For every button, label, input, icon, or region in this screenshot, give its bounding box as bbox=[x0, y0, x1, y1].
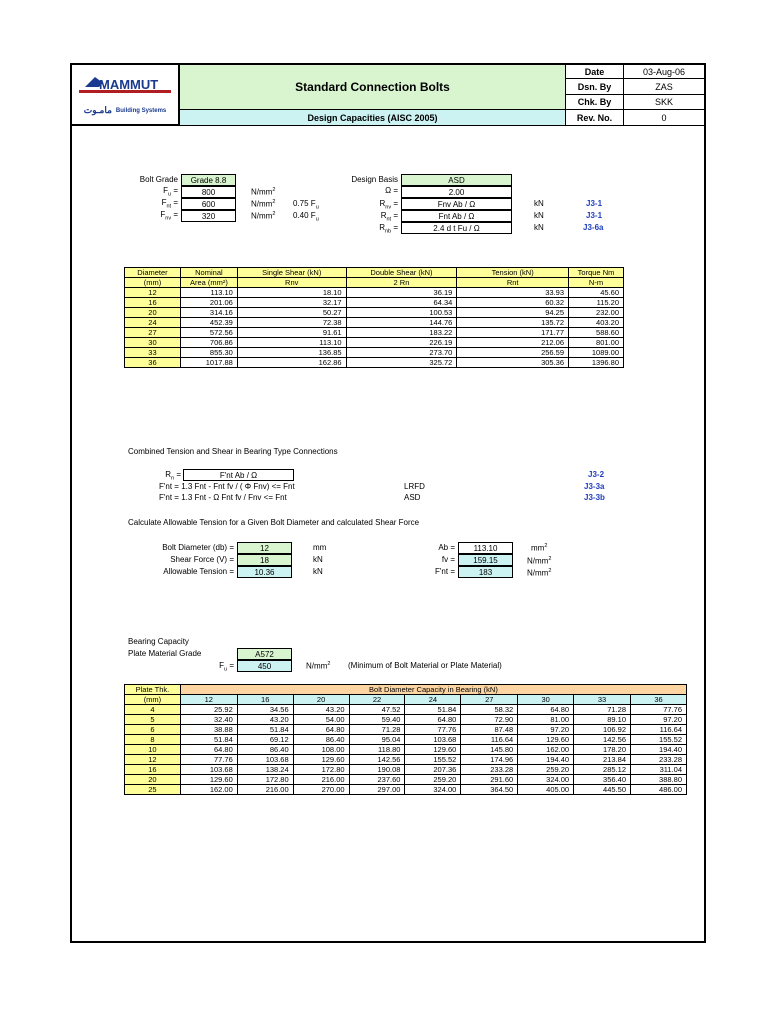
shear-force-label: Shear Force (V) = bbox=[170, 555, 234, 564]
omega-label: Ω = bbox=[385, 186, 398, 195]
eq-lrfd: F'nt = 1.3 Fnt - Fnt fv / ( Φ Fnv) <= Fnt bbox=[159, 482, 295, 491]
bearing-value-cell: 172.80 bbox=[293, 765, 349, 775]
bearing-value-cell: 194.40 bbox=[518, 755, 574, 765]
mammut-logo-icon bbox=[75, 73, 175, 107]
fu-value: 800 bbox=[181, 186, 236, 198]
fnt-prime-value: 183 bbox=[458, 566, 513, 578]
diameter-cell: 24 bbox=[125, 318, 181, 328]
combined-title: Combined Tension and Shear in Bearing Type Connections bbox=[128, 447, 338, 456]
bearing-value-cell: 155.52 bbox=[631, 735, 687, 745]
fnt-prime-label: F'nt = bbox=[435, 567, 455, 576]
plate-thk-cell: 4 bbox=[125, 705, 181, 715]
bolt-diameter-header: 12 bbox=[180, 695, 237, 705]
bolt-diameter-input[interactable]: 12 bbox=[237, 542, 292, 554]
header-single-shear: Single Shear (kN) bbox=[237, 268, 346, 278]
shear-force-unit: kN bbox=[313, 555, 323, 564]
bearing-value-cell: 77.76 bbox=[631, 705, 687, 715]
header-torque-unit: N-m bbox=[569, 278, 624, 288]
bearing-value-cell: 64.80 bbox=[180, 745, 237, 755]
plate-thk-cell: 5 bbox=[125, 715, 181, 725]
bearing-value-cell: 58.32 bbox=[461, 705, 518, 715]
logo-arabic: مامـوت bbox=[83, 105, 112, 115]
bearing-value-cell: 172.80 bbox=[237, 775, 293, 785]
fv-label: fv = bbox=[441, 555, 455, 564]
header-plate-thk: Plate Thk. bbox=[125, 685, 181, 695]
omega-value: 2.00 bbox=[401, 186, 512, 198]
header-torque: Torque Nm bbox=[569, 268, 624, 278]
calc-title: Calculate Allowable Tension for a Given Bolt Diameter and calculated Shear Force bbox=[128, 518, 420, 527]
table-row bbox=[125, 785, 687, 795]
fnt-label: $F_{nt}$ = bbox=[161, 198, 178, 210]
diameter-cell: 12 bbox=[125, 288, 181, 298]
plate-fu-label: $F_u$ = bbox=[219, 661, 234, 673]
header-double-shear-sym: 2 Rn bbox=[346, 278, 457, 288]
table-row bbox=[125, 775, 687, 785]
rnb-unit: kN bbox=[534, 223, 544, 232]
rnt-unit: kN bbox=[534, 211, 544, 220]
logo-sub: Building Systems bbox=[115, 107, 167, 114]
bearing-value-cell: 71.28 bbox=[349, 725, 405, 735]
value-cell: 115.20 bbox=[569, 298, 624, 308]
table-row bbox=[125, 338, 624, 348]
bearing-value-cell: 311.04 bbox=[631, 765, 687, 775]
page-title: Standard Connection Bolts bbox=[179, 63, 566, 110]
meta-value-dsn: ZAS bbox=[623, 78, 706, 95]
bearing-value-cell: 190.08 bbox=[349, 765, 405, 775]
value-cell: 33.93 bbox=[457, 288, 569, 298]
value-cell: 572.56 bbox=[180, 328, 237, 338]
fnv-label: $F_{nv}$ = bbox=[160, 210, 178, 222]
rnv-unit: kN bbox=[534, 199, 544, 208]
bearing-value-cell: 103.68 bbox=[237, 755, 293, 765]
value-cell: 18.10 bbox=[237, 288, 346, 298]
table-row bbox=[125, 358, 624, 368]
bearing-value-cell: 364.50 bbox=[461, 785, 518, 795]
bearing-value-cell: 59.40 bbox=[349, 715, 405, 725]
bearing-value-cell: 108.00 bbox=[293, 745, 349, 755]
bearing-value-cell: 259.20 bbox=[405, 775, 461, 785]
value-cell: 64.34 bbox=[346, 298, 457, 308]
bearing-value-cell: 97.20 bbox=[518, 725, 574, 735]
bearing-value-cell: 445.50 bbox=[574, 785, 631, 795]
value-cell: 183.22 bbox=[346, 328, 457, 338]
bearing-value-cell: 178.20 bbox=[574, 745, 631, 755]
table-row bbox=[125, 288, 624, 298]
table-row bbox=[125, 725, 687, 735]
ab-value: 113.10 bbox=[458, 542, 513, 554]
bearing-value-cell: 43.20 bbox=[293, 705, 349, 715]
bolt-diameter-header: 36 bbox=[631, 695, 687, 705]
bearing-value-cell: 116.64 bbox=[631, 725, 687, 735]
value-cell: 60.32 bbox=[457, 298, 569, 308]
value-cell: 452.39 bbox=[180, 318, 237, 328]
value-cell: 113.10 bbox=[180, 288, 237, 298]
bearing-value-cell: 233.28 bbox=[461, 765, 518, 775]
bearing-value-cell: 194.40 bbox=[631, 745, 687, 755]
bearing-value-cell: 285.12 bbox=[574, 765, 631, 775]
value-cell: 273.70 bbox=[346, 348, 457, 358]
bearing-value-cell: 103.68 bbox=[405, 735, 461, 745]
table-row bbox=[125, 308, 624, 318]
rnt-ref: J3-1 bbox=[586, 211, 603, 220]
value-cell: 801.00 bbox=[569, 338, 624, 348]
bearing-value-cell: 89.10 bbox=[574, 715, 631, 725]
rn-ref: J3-2 bbox=[588, 470, 605, 479]
rnt-value: Fnt Ab / Ω bbox=[401, 210, 512, 222]
bearing-value-cell: 145.80 bbox=[461, 745, 518, 755]
bearing-value-cell: 87.48 bbox=[461, 725, 518, 735]
bearing-value-cell: 129.60 bbox=[405, 745, 461, 755]
logo-box bbox=[70, 63, 180, 126]
bearing-value-cell: 64.80 bbox=[405, 715, 461, 725]
bearing-value-cell: 138.24 bbox=[237, 765, 293, 775]
diameter-cell: 30 bbox=[125, 338, 181, 348]
bearing-value-cell: 233.28 bbox=[631, 755, 687, 765]
value-cell: 36.19 bbox=[346, 288, 457, 298]
table-row bbox=[125, 745, 687, 755]
bearing-value-cell: 259.20 bbox=[518, 765, 574, 775]
bearing-value-cell: 174.96 bbox=[461, 755, 518, 765]
value-cell: 588.60 bbox=[569, 328, 624, 338]
meta-value-chk: SKK bbox=[623, 94, 706, 110]
design-basis-label: Design Basis bbox=[351, 175, 398, 184]
header-tension-sym: Rnt bbox=[457, 278, 569, 288]
value-cell: 232.00 bbox=[569, 308, 624, 318]
fnt-value: 600 bbox=[181, 198, 236, 210]
fnt-factor: 0.75 $F_u$ bbox=[293, 199, 319, 211]
bearing-value-cell: 69.12 bbox=[237, 735, 293, 745]
table-row bbox=[125, 735, 687, 745]
value-cell: 1089.00 bbox=[569, 348, 624, 358]
value-cell: 403.20 bbox=[569, 318, 624, 328]
table-row bbox=[125, 318, 624, 328]
rn-label: $R_n$ = bbox=[165, 470, 181, 482]
rn-value: F'nt Ab / Ω bbox=[183, 469, 294, 481]
rnv-label: $R_{nv}$ = bbox=[379, 199, 398, 211]
bearing-value-cell: 213.84 bbox=[574, 755, 631, 765]
value-cell: 855.30 bbox=[180, 348, 237, 358]
value-cell: 325.72 bbox=[346, 358, 457, 368]
bearing-value-cell: 116.64 bbox=[461, 735, 518, 745]
value-cell: 162.86 bbox=[237, 358, 346, 368]
bearing-value-cell: 106.92 bbox=[574, 725, 631, 735]
bolt-diameter-unit: mm bbox=[313, 543, 327, 552]
header-bearing-capacity: Bolt Diameter Capacity in Bearing (kN) bbox=[180, 685, 686, 695]
plate-fu-value: 450 bbox=[237, 660, 292, 672]
plate-thk-cell: 12 bbox=[125, 755, 181, 765]
bearing-value-cell: 86.40 bbox=[237, 745, 293, 755]
eq-lrfd-type: LRFD bbox=[404, 482, 425, 491]
bearing-value-cell: 162.00 bbox=[180, 785, 237, 795]
value-cell: 50.27 bbox=[237, 308, 346, 318]
allowable-tension-unit: kN bbox=[313, 567, 323, 576]
bearing-value-cell: 155.52 bbox=[405, 755, 461, 765]
bearing-value-cell: 388.80 bbox=[631, 775, 687, 785]
bearing-value-cell: 71.28 bbox=[574, 705, 631, 715]
bearing-value-cell: 47.52 bbox=[349, 705, 405, 715]
rnb-ref: J3-6a bbox=[583, 223, 604, 232]
value-cell: 305.36 bbox=[457, 358, 569, 368]
bearing-capacity-table bbox=[124, 684, 687, 795]
eq-asd: F'nt = 1.3 Fnt - Ω Fnt fv / Fnv <= Fnt bbox=[159, 493, 287, 502]
bearing-value-cell: 142.56 bbox=[349, 755, 405, 765]
value-cell: 226.19 bbox=[346, 338, 457, 348]
ab-unit: $mm^2$ bbox=[531, 543, 548, 553]
meta-value-rev: 0 bbox=[623, 109, 706, 126]
fv-value: 159.15 bbox=[458, 554, 513, 566]
plate-grade-value[interactable]: A572 bbox=[237, 648, 292, 660]
value-cell: 1017.88 bbox=[180, 358, 237, 368]
bearing-value-cell: 216.00 bbox=[293, 775, 349, 785]
value-cell: 256.59 bbox=[457, 348, 569, 358]
value-cell: 171.77 bbox=[457, 328, 569, 338]
meta-label-dsn: Dsn. By bbox=[565, 78, 624, 95]
fnv-unit: $N/mm^2$ bbox=[251, 211, 276, 221]
bearing-value-cell: 77.76 bbox=[180, 755, 237, 765]
bearing-value-cell: 237.60 bbox=[349, 775, 405, 785]
bearing-capacity-rows bbox=[125, 705, 687, 795]
bearing-value-cell: 54.00 bbox=[293, 715, 349, 725]
bolt-diameter-header: 27 bbox=[461, 695, 518, 705]
table-row bbox=[125, 755, 687, 765]
bearing-value-cell: 356.40 bbox=[574, 775, 631, 785]
shear-force-input[interactable]: 18 bbox=[237, 554, 292, 566]
bearing-value-cell: 32.40 bbox=[180, 715, 237, 725]
bearing-title: Bearing Capacity bbox=[128, 637, 189, 646]
value-cell: 94.25 bbox=[457, 308, 569, 318]
plate-thk-cell: 20 bbox=[125, 775, 181, 785]
header-area: Nominal bbox=[180, 268, 237, 278]
bearing-value-cell: 270.00 bbox=[293, 785, 349, 795]
fnt-prime-unit: $N/mm^2$ bbox=[527, 568, 552, 578]
fnv-value: 320 bbox=[181, 210, 236, 222]
value-cell: 144.76 bbox=[346, 318, 457, 328]
bearing-value-cell: 34.56 bbox=[237, 705, 293, 715]
header-diameter-unit: (mm) bbox=[125, 278, 181, 288]
bearing-value-cell: 324.00 bbox=[405, 785, 461, 795]
value-cell: 100.53 bbox=[346, 308, 457, 318]
bearing-value-cell: 51.84 bbox=[405, 705, 461, 715]
bolt-grade-label: Bolt Grade bbox=[139, 175, 178, 184]
bearing-value-cell: 64.80 bbox=[518, 705, 574, 715]
header-diameter: Diameter bbox=[125, 268, 181, 278]
bolt-diameter-header: 22 bbox=[349, 695, 405, 705]
rnv-ref: J3-1 bbox=[586, 199, 603, 208]
bolt-capacity-rows bbox=[125, 288, 624, 368]
value-cell: 201.06 bbox=[180, 298, 237, 308]
allowable-tension-label: Allowable Tension = bbox=[163, 567, 234, 576]
bolt-diameter-header: 20 bbox=[293, 695, 349, 705]
bearing-value-cell: 43.20 bbox=[237, 715, 293, 725]
bolt-diameter-header: 33 bbox=[574, 695, 631, 705]
bearing-value-cell: 207.36 bbox=[405, 765, 461, 775]
bearing-value-cell: 72.90 bbox=[461, 715, 518, 725]
bolt-diameter-header: 30 bbox=[518, 695, 574, 705]
design-basis-value[interactable]: ASD bbox=[401, 174, 512, 186]
plate-thk-cell: 8 bbox=[125, 735, 181, 745]
bearing-value-cell: 162.00 bbox=[518, 745, 574, 755]
ab-label: Ab = bbox=[438, 543, 455, 552]
bolt-diameter-header: 16 bbox=[237, 695, 293, 705]
plate-thk-cell: 10 bbox=[125, 745, 181, 755]
rnb-label: $R_{nb}$ = bbox=[379, 223, 398, 235]
bearing-value-cell: 216.00 bbox=[237, 785, 293, 795]
bearing-value-cell: 118.80 bbox=[349, 745, 405, 755]
bearing-value-cell: 129.60 bbox=[180, 775, 237, 785]
bearing-value-cell: 81.00 bbox=[518, 715, 574, 725]
value-cell: 91.61 bbox=[237, 328, 346, 338]
bearing-value-cell: 95.04 bbox=[349, 735, 405, 745]
bolt-grade-value[interactable]: Grade 8.8 bbox=[181, 174, 236, 186]
plate-fu-note: (Minimum of Bolt Material or Plate Material) bbox=[348, 661, 502, 670]
page-subtitle: Design Capacities (AISC 2005) bbox=[179, 109, 566, 126]
header-tension: Tension (kN) bbox=[457, 268, 569, 278]
bearing-value-cell: 86.40 bbox=[293, 735, 349, 745]
bearing-value-cell: 77.76 bbox=[405, 725, 461, 735]
bearing-value-cell: 129.60 bbox=[293, 755, 349, 765]
bearing-value-cell: 129.60 bbox=[518, 735, 574, 745]
diameter-cell: 20 bbox=[125, 308, 181, 318]
table-row bbox=[125, 715, 687, 725]
meta-label-chk: Chk. By bbox=[565, 94, 624, 110]
bearing-value-cell: 142.56 bbox=[574, 735, 631, 745]
meta-value-date: 03-Aug-06 bbox=[623, 63, 706, 79]
bearing-value-cell: 297.00 bbox=[349, 785, 405, 795]
header-double-shear: Double Shear (kN) bbox=[346, 268, 457, 278]
plate-thk-cell: 25 bbox=[125, 785, 181, 795]
header-single-shear-sym: Rnv bbox=[237, 278, 346, 288]
logo-text: MAMMUT bbox=[99, 77, 159, 92]
rnb-value: 2.4 d t Fu / Ω bbox=[401, 222, 512, 234]
plate-thk-cell: 6 bbox=[125, 725, 181, 735]
bearing-value-cell: 51.84 bbox=[237, 725, 293, 735]
bolt-diameter-header: 24 bbox=[405, 695, 461, 705]
diameter-cell: 16 bbox=[125, 298, 181, 308]
bearing-value-cell: 324.00 bbox=[518, 775, 574, 785]
bolt-capacity-table bbox=[124, 267, 624, 368]
rnt-label: $R_{nt}$ = bbox=[380, 211, 398, 223]
bearing-value-cell: 103.68 bbox=[180, 765, 237, 775]
table-row bbox=[125, 705, 687, 715]
value-cell: 45.60 bbox=[569, 288, 624, 298]
table-row bbox=[125, 298, 624, 308]
plate-thk-cell: 16 bbox=[125, 765, 181, 775]
value-cell: 314.16 bbox=[180, 308, 237, 318]
bearing-value-cell: 25.92 bbox=[180, 705, 237, 715]
eq-lrfd-ref: J3-3a bbox=[584, 482, 605, 491]
plate-grade-label: Plate Material Grade bbox=[128, 649, 202, 658]
fu-unit: $N/mm^2$ bbox=[251, 187, 276, 197]
bearing-value-cell: 51.84 bbox=[180, 735, 237, 745]
eq-asd-type: ASD bbox=[404, 493, 421, 502]
fnv-factor: 0.40 $F_u$ bbox=[293, 211, 319, 223]
bearing-value-cell: 38.88 bbox=[180, 725, 237, 735]
value-cell: 706.86 bbox=[180, 338, 237, 348]
table-row bbox=[125, 765, 687, 775]
header-area-unit: Area (mm²) bbox=[180, 278, 237, 288]
diameter-cell: 33 bbox=[125, 348, 181, 358]
value-cell: 212.06 bbox=[457, 338, 569, 348]
bearing-value-cell: 486.00 bbox=[631, 785, 687, 795]
value-cell: 135.72 bbox=[457, 318, 569, 328]
bearing-value-cell: 97.20 bbox=[631, 715, 687, 725]
value-cell: 72.38 bbox=[237, 318, 346, 328]
table-row bbox=[125, 328, 624, 338]
eq-asd-ref: J3-3b bbox=[584, 493, 605, 502]
diameter-cell: 36 bbox=[125, 358, 181, 368]
meta-label-date: Date bbox=[565, 63, 624, 79]
fu-label: $F_u$ = bbox=[163, 186, 178, 198]
value-cell: 136.85 bbox=[237, 348, 346, 358]
value-cell: 113.10 bbox=[237, 338, 346, 348]
diameter-cell: 27 bbox=[125, 328, 181, 338]
plate-fu-unit: $N/mm^2$ bbox=[306, 661, 331, 671]
table-row bbox=[125, 348, 624, 358]
bearing-value-cell: 291.60 bbox=[461, 775, 518, 785]
fv-unit: $N/mm^2$ bbox=[527, 556, 552, 566]
header-plate-thk-unit: (mm) bbox=[125, 695, 181, 705]
fnt-unit: $N/mm^2$ bbox=[251, 199, 276, 209]
allowable-tension-value: 10.36 bbox=[237, 566, 292, 578]
bolt-diameter-label: Bolt Diameter (db) = bbox=[162, 543, 234, 552]
value-cell: 32.17 bbox=[237, 298, 346, 308]
meta-label-rev: Rev. No. bbox=[565, 109, 624, 126]
rnv-value: Fnv Ab / Ω bbox=[401, 198, 512, 210]
value-cell: 1396.80 bbox=[569, 358, 624, 368]
bearing-value-cell: 64.80 bbox=[293, 725, 349, 735]
bearing-value-cell: 405.00 bbox=[518, 785, 574, 795]
